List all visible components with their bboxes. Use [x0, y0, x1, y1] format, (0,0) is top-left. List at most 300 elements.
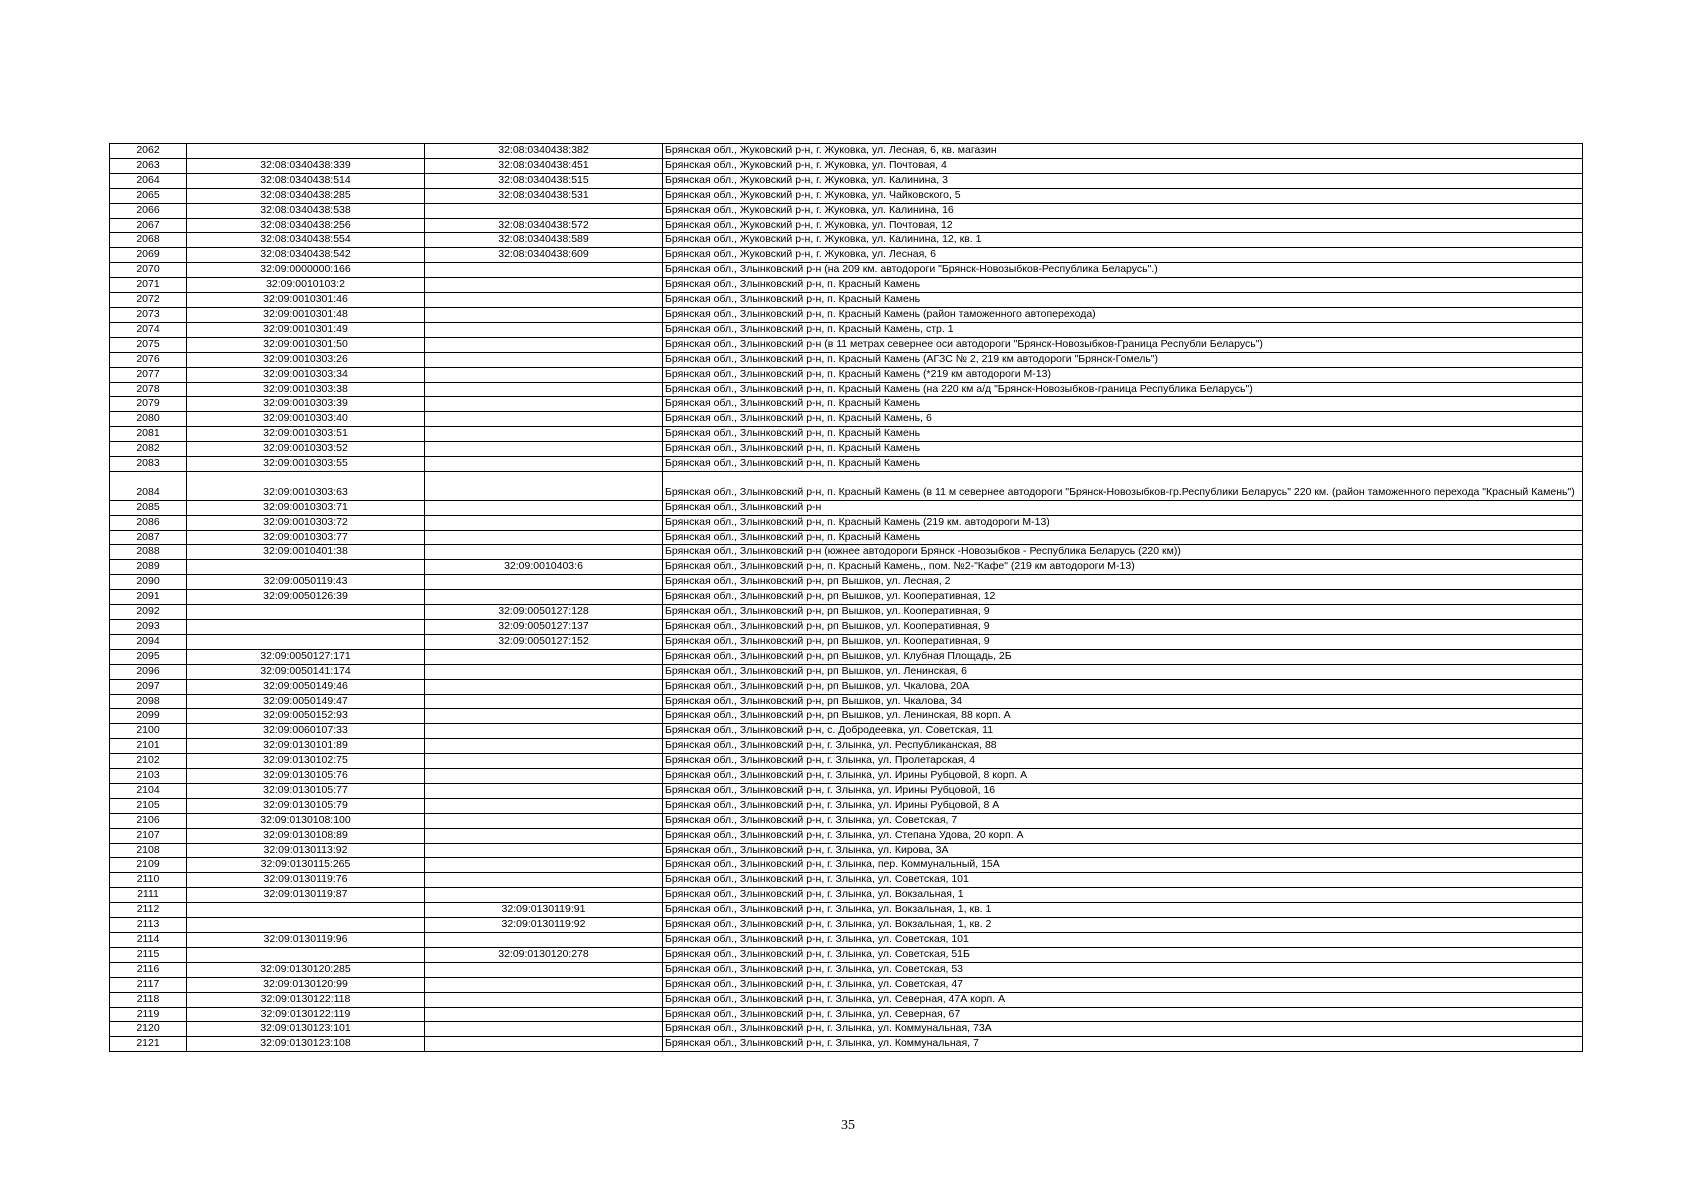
cadastral-number-cell: 32:09:0010303:72	[187, 515, 425, 530]
cadastral-number-cell: 32:09:0130123:101	[187, 1022, 425, 1037]
row-number-cell: 2106	[110, 813, 187, 828]
address-cell: Брянская обл., Злынковский р-н, г. Злынка, пер. Коммунальный, 15А	[663, 858, 1583, 873]
address-cell: Брянская обл., Злынковский р-н, г. Злынка, ул. Советская, 51Б	[663, 947, 1583, 962]
row-number-cell: 2099	[110, 709, 187, 724]
address-cell: Брянская обл., Злынковский р-н, рп Вышков, ул. Чкалова, 20А	[663, 679, 1583, 694]
table-row	[110, 173, 1583, 188]
row-number-cell: 2096	[110, 664, 187, 679]
row-number-cell: 2102	[110, 754, 187, 769]
address-cell: Брянская обл., Злынковский р-н, п. Красный Камень	[663, 427, 1583, 442]
cadastral-number-cell: 32:09:0130122:119	[187, 1007, 425, 1022]
address-cell: Брянская обл., Злынковский р-н	[663, 500, 1583, 515]
row-number-cell: 2111	[110, 888, 187, 903]
cadastral-number-cell: 32:09:0060107:33	[187, 724, 425, 739]
cadastral-number-cell: 32:09:0000000:166	[187, 263, 425, 278]
address-cell: Брянская обл., Злынковский р-н, п. Красный Камень	[663, 442, 1583, 457]
object-cadastral-number-cell	[425, 933, 663, 948]
object-cadastral-number-cell	[425, 412, 663, 427]
row-number-cell: 2075	[110, 337, 187, 352]
row-number-cell: 2110	[110, 873, 187, 888]
table-row	[110, 858, 1583, 873]
object-cadastral-number-cell	[425, 798, 663, 813]
table-row	[110, 798, 1583, 813]
address-cell: Брянская обл., Злынковский р-н, г. Злынка, ул. Пролетарская, 4	[663, 754, 1583, 769]
object-cadastral-number-cell	[425, 203, 663, 218]
table-row	[110, 783, 1583, 798]
address-cell: Брянская обл., Злынковский р-н, п. Красный Камень	[663, 278, 1583, 293]
cadastral-number-cell: 32:09:0050141:174	[187, 664, 425, 679]
cadastral-number-cell: 32:09:0130119:96	[187, 933, 425, 948]
table-row	[110, 634, 1583, 649]
cadastral-number-cell: 32:08:0340438:285	[187, 188, 425, 203]
table-row	[110, 158, 1583, 173]
table-row	[110, 933, 1583, 948]
address-cell: Брянская обл., Злынковский р-н, п. Красный Камень	[663, 293, 1583, 308]
address-cell: Брянская обл., Злынковский р-н, п. Красный Камень (в 11 м севернее автодороги "Брянск-Новозыбков-гр.Республики Беларусь" 220 км. (район таможенного перехода "Красный Камень")	[663, 471, 1583, 500]
cadastral-number-cell: 32:09:0130115:265	[187, 858, 425, 873]
object-cadastral-number-cell: 32:08:0340438:609	[425, 248, 663, 263]
row-number-cell: 2104	[110, 783, 187, 798]
address-cell: Брянская обл., Злынковский р-н (южнее автодороги Брянск -Новозыбков - Республика Беларусь (220 км))	[663, 545, 1583, 560]
cadastral-number-cell	[187, 903, 425, 918]
cadastral-number-cell: 32:09:0130122:118	[187, 992, 425, 1007]
address-cell: Брянская обл., Злынковский р-н, рп Вышков, ул. Кооперативная, 9	[663, 619, 1583, 634]
table-row	[110, 337, 1583, 352]
address-cell: Брянская обл., Злынковский р-н, п. Красный Камень	[663, 530, 1583, 545]
table-row	[110, 828, 1583, 843]
row-number-cell: 2074	[110, 322, 187, 337]
address-cell: Брянская обл., Жуковский р-н, г. Жуковка, ул. Лесная, 6	[663, 248, 1583, 263]
address-cell: Брянская обл., Злынковский р-н, п. Красный Камень (219 км. автодороги М-13)	[663, 515, 1583, 530]
row-number-cell: 2097	[110, 679, 187, 694]
row-number-cell: 2112	[110, 903, 187, 918]
row-number-cell: 2073	[110, 307, 187, 322]
object-cadastral-number-cell	[425, 1037, 663, 1052]
address-cell: Брянская обл., Злынковский р-н, рп Вышков, ул. Лесная, 2	[663, 575, 1583, 590]
table-row	[110, 1037, 1583, 1052]
table-row	[110, 248, 1583, 263]
address-cell: Брянская обл., Злынковский р-н, п. Красный Камень,, пом. №2-"Кафе" (219 км автодороги М-13)	[663, 560, 1583, 575]
row-number-cell: 2076	[110, 352, 187, 367]
address-cell: Брянская обл., Жуковский р-н, г. Жуковка, ул. Почтовая, 12	[663, 218, 1583, 233]
object-cadastral-number-cell	[425, 500, 663, 515]
object-cadastral-number-cell	[425, 457, 663, 472]
row-number-cell: 2063	[110, 158, 187, 173]
cadastral-number-cell: 32:08:0340438:339	[187, 158, 425, 173]
table-row	[110, 962, 1583, 977]
object-cadastral-number-cell	[425, 858, 663, 873]
address-cell: Брянская обл., Злынковский р-н, г. Злынка, ул. Степана Удова, 20 корп. А	[663, 828, 1583, 843]
cadastral-number-cell: 32:09:0130105:76	[187, 769, 425, 784]
cadastral-number-cell: 32:09:0130101:89	[187, 739, 425, 754]
cadastral-number-cell: 32:08:0340438:538	[187, 203, 425, 218]
object-cadastral-number-cell	[425, 769, 663, 784]
address-cell: Брянская обл., Злынковский р-н, г. Злынка, ул. Ирины Рубцовой, 8 А	[663, 798, 1583, 813]
table-row	[110, 873, 1583, 888]
object-cadastral-number-cell	[425, 352, 663, 367]
cadastral-number-cell: 32:09:0050127:171	[187, 649, 425, 664]
object-cadastral-number-cell	[425, 664, 663, 679]
row-number-cell: 2082	[110, 442, 187, 457]
cadastral-number-cell: 32:09:0010103:2	[187, 278, 425, 293]
row-number-cell: 2114	[110, 933, 187, 948]
address-cell: Брянская обл., Злынковский р-н, рп Вышков, ул. Ленинская, 6	[663, 664, 1583, 679]
cadastral-number-cell: 32:09:0010303:38	[187, 382, 425, 397]
table-row	[110, 605, 1583, 620]
cadastral-number-cell: 32:09:0010301:48	[187, 307, 425, 322]
row-number-cell: 2117	[110, 977, 187, 992]
cadastral-number-cell: 32:09:0010303:77	[187, 530, 425, 545]
cadastral-number-cell: 32:09:0010303:34	[187, 367, 425, 382]
row-number-cell: 2098	[110, 694, 187, 709]
row-number-cell: 2085	[110, 500, 187, 515]
row-number-cell: 2095	[110, 649, 187, 664]
address-cell: Брянская обл., Злынковский р-н, г. Злынка, ул. Республиканская, 88	[663, 739, 1583, 754]
cadastral-number-cell: 32:09:0130119:76	[187, 873, 425, 888]
row-number-cell: 2064	[110, 173, 187, 188]
row-number-cell: 2103	[110, 769, 187, 784]
table-row	[110, 382, 1583, 397]
address-cell: Брянская обл., Жуковский р-н, г. Жуковка, ул. Лесная, 6, кв. магазин	[663, 144, 1583, 159]
cadastral-number-cell: 32:09:0010303:55	[187, 457, 425, 472]
cadastral-number-cell: 32:09:0130108:100	[187, 813, 425, 828]
table-row	[110, 397, 1583, 412]
row-number-cell: 2083	[110, 457, 187, 472]
row-number-cell: 2069	[110, 248, 187, 263]
address-cell: Брянская обл., Злынковский р-н, г. Злынка, ул. Кирова, 3А	[663, 843, 1583, 858]
row-number-cell: 2089	[110, 560, 187, 575]
table-row	[110, 590, 1583, 605]
object-cadastral-number-cell	[425, 307, 663, 322]
cadastral-number-cell: 32:09:0050126:39	[187, 590, 425, 605]
table-row	[110, 679, 1583, 694]
table-row	[110, 560, 1583, 575]
row-number-cell: 2066	[110, 203, 187, 218]
table-row	[110, 427, 1583, 442]
table-row	[110, 144, 1583, 159]
object-cadastral-number-cell	[425, 813, 663, 828]
object-cadastral-number-cell	[425, 679, 663, 694]
address-cell: Брянская обл., Злынковский р-н, рп Вышков, ул. Чкалова, 34	[663, 694, 1583, 709]
cadastral-number-cell: 32:09:0010303:52	[187, 442, 425, 457]
row-number-cell: 2115	[110, 947, 187, 962]
table-row	[110, 769, 1583, 784]
object-cadastral-number-cell	[425, 382, 663, 397]
address-cell: Брянская обл., Злынковский р-н, г. Злынка, ул. Северная, 47А корп. А	[663, 992, 1583, 1007]
object-cadastral-number-cell: 32:08:0340438:589	[425, 233, 663, 248]
row-number-cell: 2100	[110, 724, 187, 739]
table-row	[110, 977, 1583, 992]
address-cell: Брянская обл., Злынковский р-н, рп Вышков, ул. Кооперативная, 9	[663, 605, 1583, 620]
row-number-cell: 2077	[110, 367, 187, 382]
row-number-cell: 2081	[110, 427, 187, 442]
row-number-cell: 2108	[110, 843, 187, 858]
cadastral-number-cell: 32:09:0130105:79	[187, 798, 425, 813]
row-number-cell: 2084	[110, 471, 187, 500]
table-row	[110, 307, 1583, 322]
row-number-cell: 2086	[110, 515, 187, 530]
table-row	[110, 888, 1583, 903]
row-number-cell: 2091	[110, 590, 187, 605]
address-cell: Брянская обл., Злынковский р-н, рп Вышков, ул. Кооперативная, 9	[663, 634, 1583, 649]
address-cell: Брянская обл., Злынковский р-н, п. Красный Камень	[663, 457, 1583, 472]
table-row	[110, 218, 1583, 233]
object-cadastral-number-cell: 32:09:0130120:278	[425, 947, 663, 962]
cadastral-number-cell: 32:09:0010301:46	[187, 293, 425, 308]
cadastral-number-cell: 32:09:0010301:50	[187, 337, 425, 352]
object-cadastral-number-cell	[425, 754, 663, 769]
address-cell: Брянская обл., Злынковский р-н, рп Вышков, ул. Ленинская, 88 корп. А	[663, 709, 1583, 724]
table-row	[110, 947, 1583, 962]
table-row	[110, 293, 1583, 308]
address-cell: Брянская обл., Злынковский р-н, п. Красный Камень, стр. 1	[663, 322, 1583, 337]
row-number-cell: 2068	[110, 233, 187, 248]
address-cell: Брянская обл., Злынковский р-н, г. Злынка, ул. Северная, 67	[663, 1007, 1583, 1022]
cadastral-number-cell: 32:09:0130102:75	[187, 754, 425, 769]
cadastral-number-cell: 32:09:0050152:93	[187, 709, 425, 724]
table-row	[110, 664, 1583, 679]
object-cadastral-number-cell	[425, 530, 663, 545]
object-cadastral-number-cell	[425, 322, 663, 337]
cadastral-number-cell: 32:09:0130119:87	[187, 888, 425, 903]
table-row	[110, 442, 1583, 457]
object-cadastral-number-cell	[425, 873, 663, 888]
object-cadastral-number-cell	[425, 545, 663, 560]
row-number-cell: 2116	[110, 962, 187, 977]
table-row	[110, 530, 1583, 545]
table-row	[110, 188, 1583, 203]
object-cadastral-number-cell: 32:09:0130119:92	[425, 918, 663, 933]
row-number-cell: 2065	[110, 188, 187, 203]
cadastral-number-cell	[187, 634, 425, 649]
object-cadastral-number-cell: 32:08:0340438:451	[425, 158, 663, 173]
cadastral-number-cell: 32:09:0130120:285	[187, 962, 425, 977]
cadastral-number-cell: 32:09:0130113:92	[187, 843, 425, 858]
address-cell: Брянская обл., Злынковский р-н, с. Добродеевка, ул. Советская, 11	[663, 724, 1583, 739]
cadastral-number-cell: 32:09:0010303:39	[187, 397, 425, 412]
address-cell: Брянская обл., Жуковский р-н, г. Жуковка, ул. Чайковского, 5	[663, 188, 1583, 203]
table-row	[110, 263, 1583, 278]
cadastral-number-cell: 32:09:0010301:49	[187, 322, 425, 337]
address-cell: Брянская обл., Злынковский р-н, г. Злынка, ул. Вокзальная, 1, кв. 1	[663, 903, 1583, 918]
table-row	[110, 203, 1583, 218]
object-cadastral-number-cell	[425, 471, 663, 500]
row-number-cell: 2067	[110, 218, 187, 233]
address-cell: Брянская обл., Жуковский р-н, г. Жуковка, ул. Калинина, 16	[663, 203, 1583, 218]
address-cell: Брянская обл., Злынковский р-н, г. Злынка, ул. Советская, 7	[663, 813, 1583, 828]
table-row	[110, 545, 1583, 560]
cadastral-number-cell: 32:09:0050119:43	[187, 575, 425, 590]
cadastral-number-cell: 32:08:0340438:514	[187, 173, 425, 188]
object-cadastral-number-cell	[425, 442, 663, 457]
object-cadastral-number-cell	[425, 709, 663, 724]
object-cadastral-number-cell	[425, 263, 663, 278]
table-row	[110, 918, 1583, 933]
address-cell: Брянская обл., Злынковский р-н, рп Вышков, ул. Кооперативная, 12	[663, 590, 1583, 605]
row-number-cell: 2105	[110, 798, 187, 813]
object-cadastral-number-cell	[425, 278, 663, 293]
address-cell: Брянская обл., Злынковский р-н, п. Красный Камень (район таможенного автоперехода)	[663, 307, 1583, 322]
object-cadastral-number-cell	[425, 515, 663, 530]
cadastral-table	[109, 143, 1583, 1052]
table-row	[110, 992, 1583, 1007]
address-cell: Брянская обл., Жуковский р-н, г. Жуковка, ул. Почтовая, 4	[663, 158, 1583, 173]
table-row	[110, 694, 1583, 709]
address-cell: Брянская обл., Злынковский р-н, п. Красный Камень (АГЗС № 2, 219 км автодороги "Брянск-Гомель")	[663, 352, 1583, 367]
table-row	[110, 278, 1583, 293]
cadastral-number-cell: 32:09:0010401:38	[187, 545, 425, 560]
cadastral-number-cell: 32:09:0130123:108	[187, 1037, 425, 1052]
table-row	[110, 322, 1583, 337]
table-row	[110, 1007, 1583, 1022]
address-cell: Брянская обл., Злынковский р-н, п. Красный Камень, 6	[663, 412, 1583, 427]
row-number-cell: 2109	[110, 858, 187, 873]
address-cell: Брянская обл., Злынковский р-н (в 11 метрах севернее оси автодороги "Брянск-Новозыбков-Граница Республи Беларусь")	[663, 337, 1583, 352]
row-number-cell: 2101	[110, 739, 187, 754]
table-row	[110, 471, 1583, 500]
object-cadastral-number-cell	[425, 977, 663, 992]
cadastral-number-cell: 32:09:0010303:51	[187, 427, 425, 442]
object-cadastral-number-cell: 32:09:0130119:91	[425, 903, 663, 918]
object-cadastral-number-cell	[425, 992, 663, 1007]
object-cadastral-number-cell	[425, 575, 663, 590]
address-cell: Брянская обл., Злынковский р-н, п. Красный Камень (*219 км автодороги М-13)	[663, 367, 1583, 382]
object-cadastral-number-cell: 32:09:0050127:152	[425, 634, 663, 649]
table-body	[110, 144, 1583, 1052]
address-cell: Брянская обл., Злынковский р-н, г. Злынка, ул. Коммунальная, 73А	[663, 1022, 1583, 1037]
cadastral-number-cell	[187, 560, 425, 575]
table-row	[110, 903, 1583, 918]
row-number-cell: 2070	[110, 263, 187, 278]
object-cadastral-number-cell: 32:08:0340438:515	[425, 173, 663, 188]
cadastral-number-cell: 32:08:0340438:554	[187, 233, 425, 248]
address-cell: Брянская обл., Жуковский р-н, г. Жуковка, ул. Калинина, 12, кв. 1	[663, 233, 1583, 248]
table-row	[110, 367, 1583, 382]
object-cadastral-number-cell	[425, 843, 663, 858]
row-number-cell: 2088	[110, 545, 187, 560]
object-cadastral-number-cell	[425, 724, 663, 739]
table-row	[110, 843, 1583, 858]
cadastral-number-cell: 32:08:0340438:256	[187, 218, 425, 233]
row-number-cell: 2093	[110, 619, 187, 634]
cadastral-number-cell: 32:09:0130120:99	[187, 977, 425, 992]
address-cell: Брянская обл., Злынковский р-н, г. Злынка, ул. Советская, 47	[663, 977, 1583, 992]
row-number-cell: 2107	[110, 828, 187, 843]
cadastral-number-cell	[187, 619, 425, 634]
object-cadastral-number-cell: 32:08:0340438:382	[425, 144, 663, 159]
address-cell: Брянская обл., Злынковский р-н, г. Злынка, ул. Ирины Рубцовой, 8 корп. А	[663, 769, 1583, 784]
object-cadastral-number-cell	[425, 397, 663, 412]
cadastral-number-cell: 32:09:0050149:46	[187, 679, 425, 694]
object-cadastral-number-cell: 32:09:0050127:128	[425, 605, 663, 620]
table-row	[110, 739, 1583, 754]
address-cell: Брянская обл., Злынковский р-н, г. Злынка, ул. Вокзальная, 1, кв. 2	[663, 918, 1583, 933]
cadastral-number-cell: 32:09:0130108:89	[187, 828, 425, 843]
cadastral-number-cell: 32:09:0010303:63	[187, 471, 425, 500]
object-cadastral-number-cell	[425, 739, 663, 754]
address-cell: Брянская обл., Злынковский р-н, г. Злынка, ул. Ирины Рубцовой, 16	[663, 783, 1583, 798]
row-number-cell: 2120	[110, 1022, 187, 1037]
row-number-cell: 2078	[110, 382, 187, 397]
cadastral-number-cell	[187, 918, 425, 933]
address-cell: Брянская обл., Злынковский р-н, г. Злынка, ул. Советская, 101	[663, 873, 1583, 888]
object-cadastral-number-cell	[425, 783, 663, 798]
cadastral-number-cell: 32:09:0010303:26	[187, 352, 425, 367]
cadastral-number-cell: 32:08:0340438:542	[187, 248, 425, 263]
object-cadastral-number-cell: 32:09:0010403:6	[425, 560, 663, 575]
row-number-cell: 2079	[110, 397, 187, 412]
object-cadastral-number-cell	[425, 367, 663, 382]
row-number-cell: 2094	[110, 634, 187, 649]
table-row	[110, 619, 1583, 634]
object-cadastral-number-cell	[425, 1007, 663, 1022]
row-number-cell: 2090	[110, 575, 187, 590]
object-cadastral-number-cell	[425, 293, 663, 308]
row-number-cell: 2118	[110, 992, 187, 1007]
page-number: 35	[841, 1118, 855, 1133]
row-number-cell: 2072	[110, 293, 187, 308]
row-number-cell: 2071	[110, 278, 187, 293]
table-row	[110, 724, 1583, 739]
cadastral-number-cell	[187, 947, 425, 962]
object-cadastral-number-cell	[425, 1022, 663, 1037]
table-row	[110, 575, 1583, 590]
table-row	[110, 813, 1583, 828]
table-row	[110, 649, 1583, 664]
address-cell: Брянская обл., Злынковский р-н, рп Вышков, ул. Клубная Площадь, 2Б	[663, 649, 1583, 664]
object-cadastral-number-cell	[425, 694, 663, 709]
object-cadastral-number-cell: 32:08:0340438:531	[425, 188, 663, 203]
table-row	[110, 515, 1583, 530]
address-cell: Брянская обл., Злынковский р-н (на 209 км. автодороги "Брянск-Новозыбков-Республика Беларусь".)	[663, 263, 1583, 278]
address-cell: Брянская обл., Злынковский р-н, г. Злынка, ул. Коммунальная, 7	[663, 1037, 1583, 1052]
row-number-cell: 2113	[110, 918, 187, 933]
table-row	[110, 709, 1583, 724]
table-row	[110, 500, 1583, 515]
address-cell: Брянская обл., Злынковский р-н, п. Красный Камень	[663, 397, 1583, 412]
row-number-cell: 2062	[110, 144, 187, 159]
row-number-cell: 2121	[110, 1037, 187, 1052]
address-cell: Брянская обл., Жуковский р-н, г. Жуковка, ул. Калинина, 3	[663, 173, 1583, 188]
address-cell: Брянская обл., Злынковский р-н, п. Красный Камень (на 220 км а/д "Брянск-Новозыбков-граница Республика Беларусь")	[663, 382, 1583, 397]
object-cadastral-number-cell	[425, 337, 663, 352]
row-number-cell: 2080	[110, 412, 187, 427]
object-cadastral-number-cell	[425, 649, 663, 664]
cadastral-number-cell	[187, 605, 425, 620]
table-row	[110, 1022, 1583, 1037]
table-row	[110, 457, 1583, 472]
table-row	[110, 233, 1583, 248]
object-cadastral-number-cell	[425, 888, 663, 903]
row-number-cell: 2087	[110, 530, 187, 545]
object-cadastral-number-cell	[425, 962, 663, 977]
cadastral-number-cell: 32:09:0010303:71	[187, 500, 425, 515]
address-cell: Брянская обл., Злынковский р-н, г. Злынка, ул. Советская, 53	[663, 962, 1583, 977]
cadastral-number-cell	[187, 144, 425, 159]
address-cell: Брянская обл., Злынковский р-н, г. Злынка, ул. Советская, 101	[663, 933, 1583, 948]
cadastral-number-cell: 32:09:0130105:77	[187, 783, 425, 798]
table-row	[110, 754, 1583, 769]
object-cadastral-number-cell	[425, 427, 663, 442]
cadastral-number-cell: 32:09:0050149:47	[187, 694, 425, 709]
object-cadastral-number-cell: 32:08:0340438:572	[425, 218, 663, 233]
table-row	[110, 412, 1583, 427]
object-cadastral-number-cell	[425, 828, 663, 843]
row-number-cell: 2092	[110, 605, 187, 620]
object-cadastral-number-cell	[425, 590, 663, 605]
address-cell: Брянская обл., Злынковский р-н, г. Злынка, ул. Вокзальная, 1	[663, 888, 1583, 903]
row-number-cell: 2119	[110, 1007, 187, 1022]
